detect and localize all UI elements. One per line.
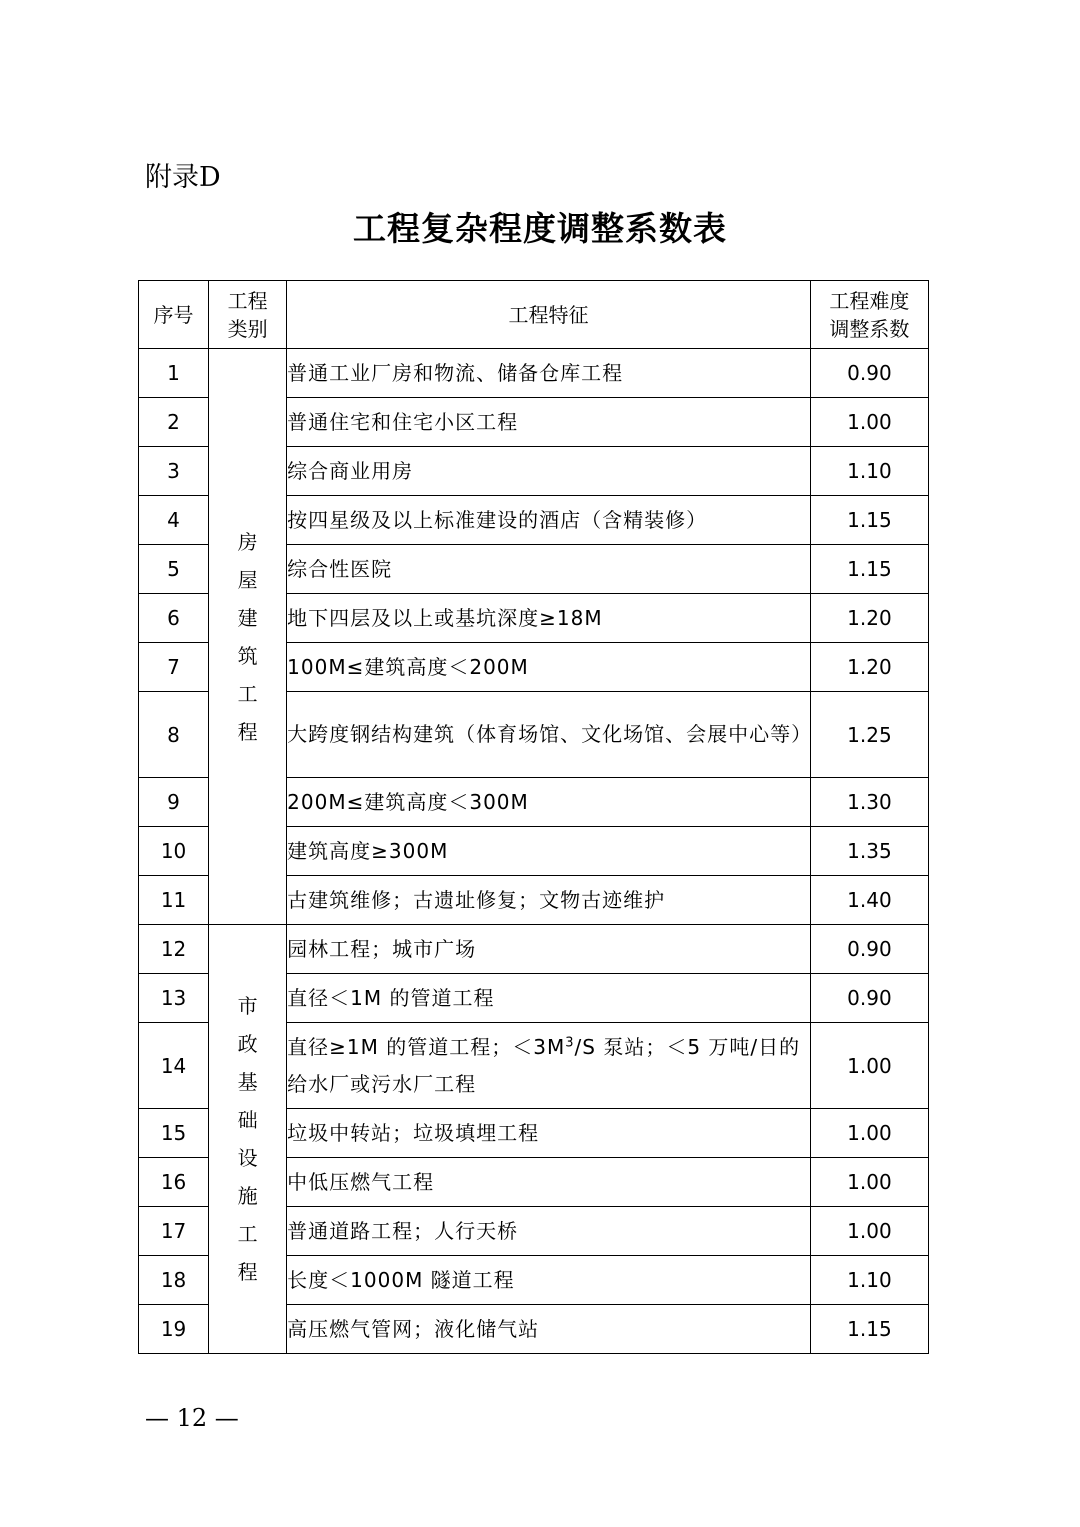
row-no: 15 [139, 1109, 209, 1158]
row-no: 7 [139, 643, 209, 692]
row-feature: 中低压燃气工程 [287, 1158, 811, 1207]
row-coefficient: 0.90 [810, 974, 928, 1023]
page-title: 工程复杂程度调整系数表 [353, 209, 727, 248]
row-no: 6 [139, 594, 209, 643]
row-coefficient: 1.10 [810, 447, 928, 496]
row-feature: 按四星级及以上标准建设的酒店（含精装修） [287, 496, 811, 545]
table-header-row [139, 281, 929, 349]
row-no: 10 [139, 827, 209, 876]
row-feature: 综合商业用房 [287, 447, 811, 496]
row-coefficient: 1.10 [810, 1256, 928, 1305]
table-row [139, 349, 929, 398]
row-feature: 地下四层及以上或基坑深度≥18M [287, 594, 811, 643]
row-feature: 高压燃气管网；液化储气站 [287, 1305, 811, 1354]
category-cell [209, 925, 287, 1354]
row-feature: 普通住宅和住宅小区工程 [287, 398, 811, 447]
row-no: 9 [139, 778, 209, 827]
row-no: 17 [139, 1207, 209, 1256]
row-feature: 园林工程；城市广场 [287, 925, 811, 974]
coefficient-table [138, 280, 929, 1354]
row-no: 12 [139, 925, 209, 974]
row-feature-part: 直径≥1M 的管道工程；＜3M [287, 1034, 566, 1059]
row-coefficient: 0.90 [810, 925, 928, 974]
superscript-exponent: 3 [565, 1034, 575, 1050]
row-feature-part: /S 泵站；＜5 万吨/日的给水厂或污水厂工程 [287, 1034, 801, 1096]
row-coefficient: 1.00 [810, 1023, 928, 1109]
row-feature: 古建筑维修；古遗址修复；文物古迹维护 [287, 876, 811, 925]
category-label: 房屋建筑工程 [237, 529, 258, 744]
row-no: 3 [139, 447, 209, 496]
row-no: 16 [139, 1158, 209, 1207]
header-feature: 工程特征 [287, 281, 811, 349]
row-no: 4 [139, 496, 209, 545]
header-category: 工程类别 [209, 281, 287, 349]
row-coefficient: 1.00 [810, 398, 928, 447]
row-coefficient: 1.25 [810, 692, 928, 778]
row-coefficient: 1.30 [810, 778, 928, 827]
row-no: 11 [139, 876, 209, 925]
row-feature: 大跨度钢结构建筑（体育场馆、文化场馆、会展中心等） [287, 692, 811, 778]
row-coefficient: 0.90 [810, 349, 928, 398]
header-no: 序号 [139, 281, 209, 349]
row-feature: 综合性医院 [287, 545, 811, 594]
row-coefficient: 1.15 [810, 1305, 928, 1354]
row-feature: 垃圾中转站；垃圾填埋工程 [287, 1109, 811, 1158]
row-feature: 建筑高度≥300M [287, 827, 811, 876]
row-feature [287, 1023, 811, 1109]
row-no: 8 [139, 692, 209, 778]
appendix-label: 附录D [145, 162, 221, 193]
row-coefficient: 1.15 [810, 545, 928, 594]
table-row [139, 925, 929, 974]
row-coefficient: 1.00 [810, 1158, 928, 1207]
row-no: 14 [139, 1023, 209, 1109]
row-coefficient: 1.40 [810, 876, 928, 925]
row-coefficient: 1.15 [810, 496, 928, 545]
row-feature: 200M≤建筑高度＜300M [287, 778, 811, 827]
row-no: 2 [139, 398, 209, 447]
row-feature: 直径＜1M 的管道工程 [287, 974, 811, 1023]
row-no: 13 [139, 974, 209, 1023]
row-no: 5 [139, 545, 209, 594]
row-no: 19 [139, 1305, 209, 1354]
row-no: 18 [139, 1256, 209, 1305]
row-feature: 普通道路工程；人行天桥 [287, 1207, 811, 1256]
row-coefficient: 1.00 [810, 1207, 928, 1256]
page-number: — 12 — [145, 1404, 239, 1432]
row-feature: 100M≤建筑高度＜200M [287, 643, 811, 692]
header-coefficient: 工程难度调整系数 [810, 281, 928, 349]
row-no: 1 [139, 349, 209, 398]
category-cell [209, 349, 287, 925]
row-coefficient: 1.35 [810, 827, 928, 876]
row-coefficient: 1.00 [810, 1109, 928, 1158]
row-coefficient: 1.20 [810, 594, 928, 643]
row-feature: 普通工业厂房和物流、储备仓库工程 [287, 349, 811, 398]
row-feature: 长度＜1000M 隧道工程 [287, 1256, 811, 1305]
row-coefficient: 1.20 [810, 643, 928, 692]
category-label: 市政基础设施工程 [237, 994, 258, 1284]
